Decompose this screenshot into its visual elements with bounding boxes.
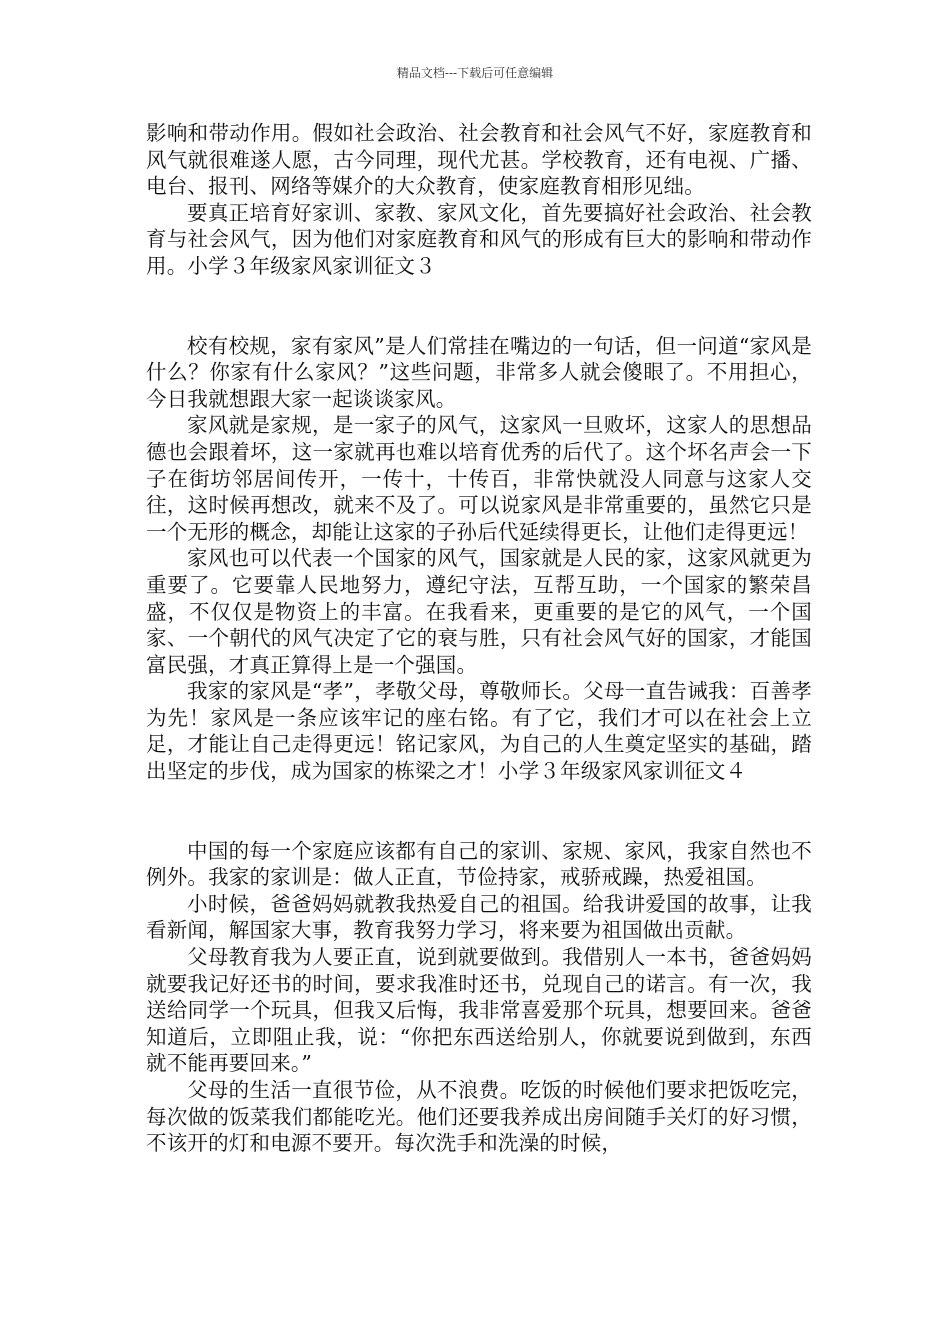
paragraph: 影响和带动作用。假如社会政治、社会教育和社会风气不好，家庭教育和风气就很难遂人愿，古今同理，现代尤甚。学校教育，还有电视、广播、电台、报刊、网络等媒介的大众教育，使家庭教育相形见绌。 [146,121,812,199]
paragraph: 父母教育我为人要正直，说到就要做到。我借别人一本书，爸爸妈妈就要我记好还书的时间，要求我准时还书，兑现自己的诺言。有一次，我送给同学一个玩具，但我又后悔，我非常喜爱那个玩具，想要回来。爸爸知道后，立即阻止我，说：“你把东西送给别人，你就要说到做到，东西就不能再要回来。” [146,945,812,1076]
paragraph: 我家的家风是“孝”，孝敬父母，尊敬师长。父母一直告诫我：百善孝为先！家风是一条应该牢记的座右铭。有了它，我们才可以在社会上立足，才能让自己走得更远！铭记家风，为自己的人生奠定坚实的基础，踏出坚定的步伐，成为国家的栋梁之才！小学３年级家风家训征文４ [146,679,812,784]
page-header: 精品文档---下载后可任意编辑 [396,66,554,80]
paragraph: 家风就是家规，是一家子的风气，这家风一旦败坏，这家人的思想品德也会跟着坏，这一家就再也难以培育优秀的后代了。这个坏名声会一下子在街坊邻居间传开，一传十，十传百，非常快就没人同意与这家人交往，这时候再想改，就来不及了。可以说家风是非常重要的，虽然它只是一个无形的概念，却能让这家的子孙后代延续得更长，让他们走得更远！ [146,413,812,544]
paragraph: 小时候，爸爸妈妈就教我热爱自己的祖国。给我讲爱国的故事，让我看新闻，解国家大事，教育我努力学习，将来要为祖国做出贡献。 [146,891,812,943]
section-gap [146,280,812,333]
paragraph: 校有校规，家有家风”是人们常挂在嘴边的一句话，但一问道“家风是什么？你家有什么家风？”这些问题，非常多人就会傻眼了。不用担心，今日我就想跟大家一起谈谈家风。 [146,333,812,411]
paragraph: 家风也可以代表一个国家的风气，国家就是人民的家，这家风就更为重要了。它要靠人民地努力，遵纪守法，互帮互助，一个国家的繁荣昌盛，不仅仅是物资上的丰富。在我看来，更重要的是它的风气，一个国家、一个朝代的风气决定了它的衰与胜，只有社会风气好的国家，才能国富民强，才真正算得上是一个强国。 [146,546,812,677]
paragraph: 要真正培育好家训、家教、家风文化，首先要搞好社会政治、社会教育与社会风气，因为他们对家庭教育和风气的形成有巨大的影响和带动作用。小学３年级家风家训征文３ [146,200,812,278]
paragraph: 中国的每一个家庭应该都有自己的家训、家规、家风，我家自然也不例外。我家的家训是：做人正直，节俭持家，戒骄戒躁，热爱祖国。 [146,838,812,890]
paragraph: 父母的生活一直很节俭，从不浪费。吃饭的时候他们要求把饭吃完，每次做的饭菜我们都能吃光。他们还要我养成出房间随手关灯的好习惯，不该开的灯和电源不要开。每次洗手和洗澡的时候， [146,1078,812,1156]
section-gap [146,785,812,838]
document-body [146,120,812,1157]
